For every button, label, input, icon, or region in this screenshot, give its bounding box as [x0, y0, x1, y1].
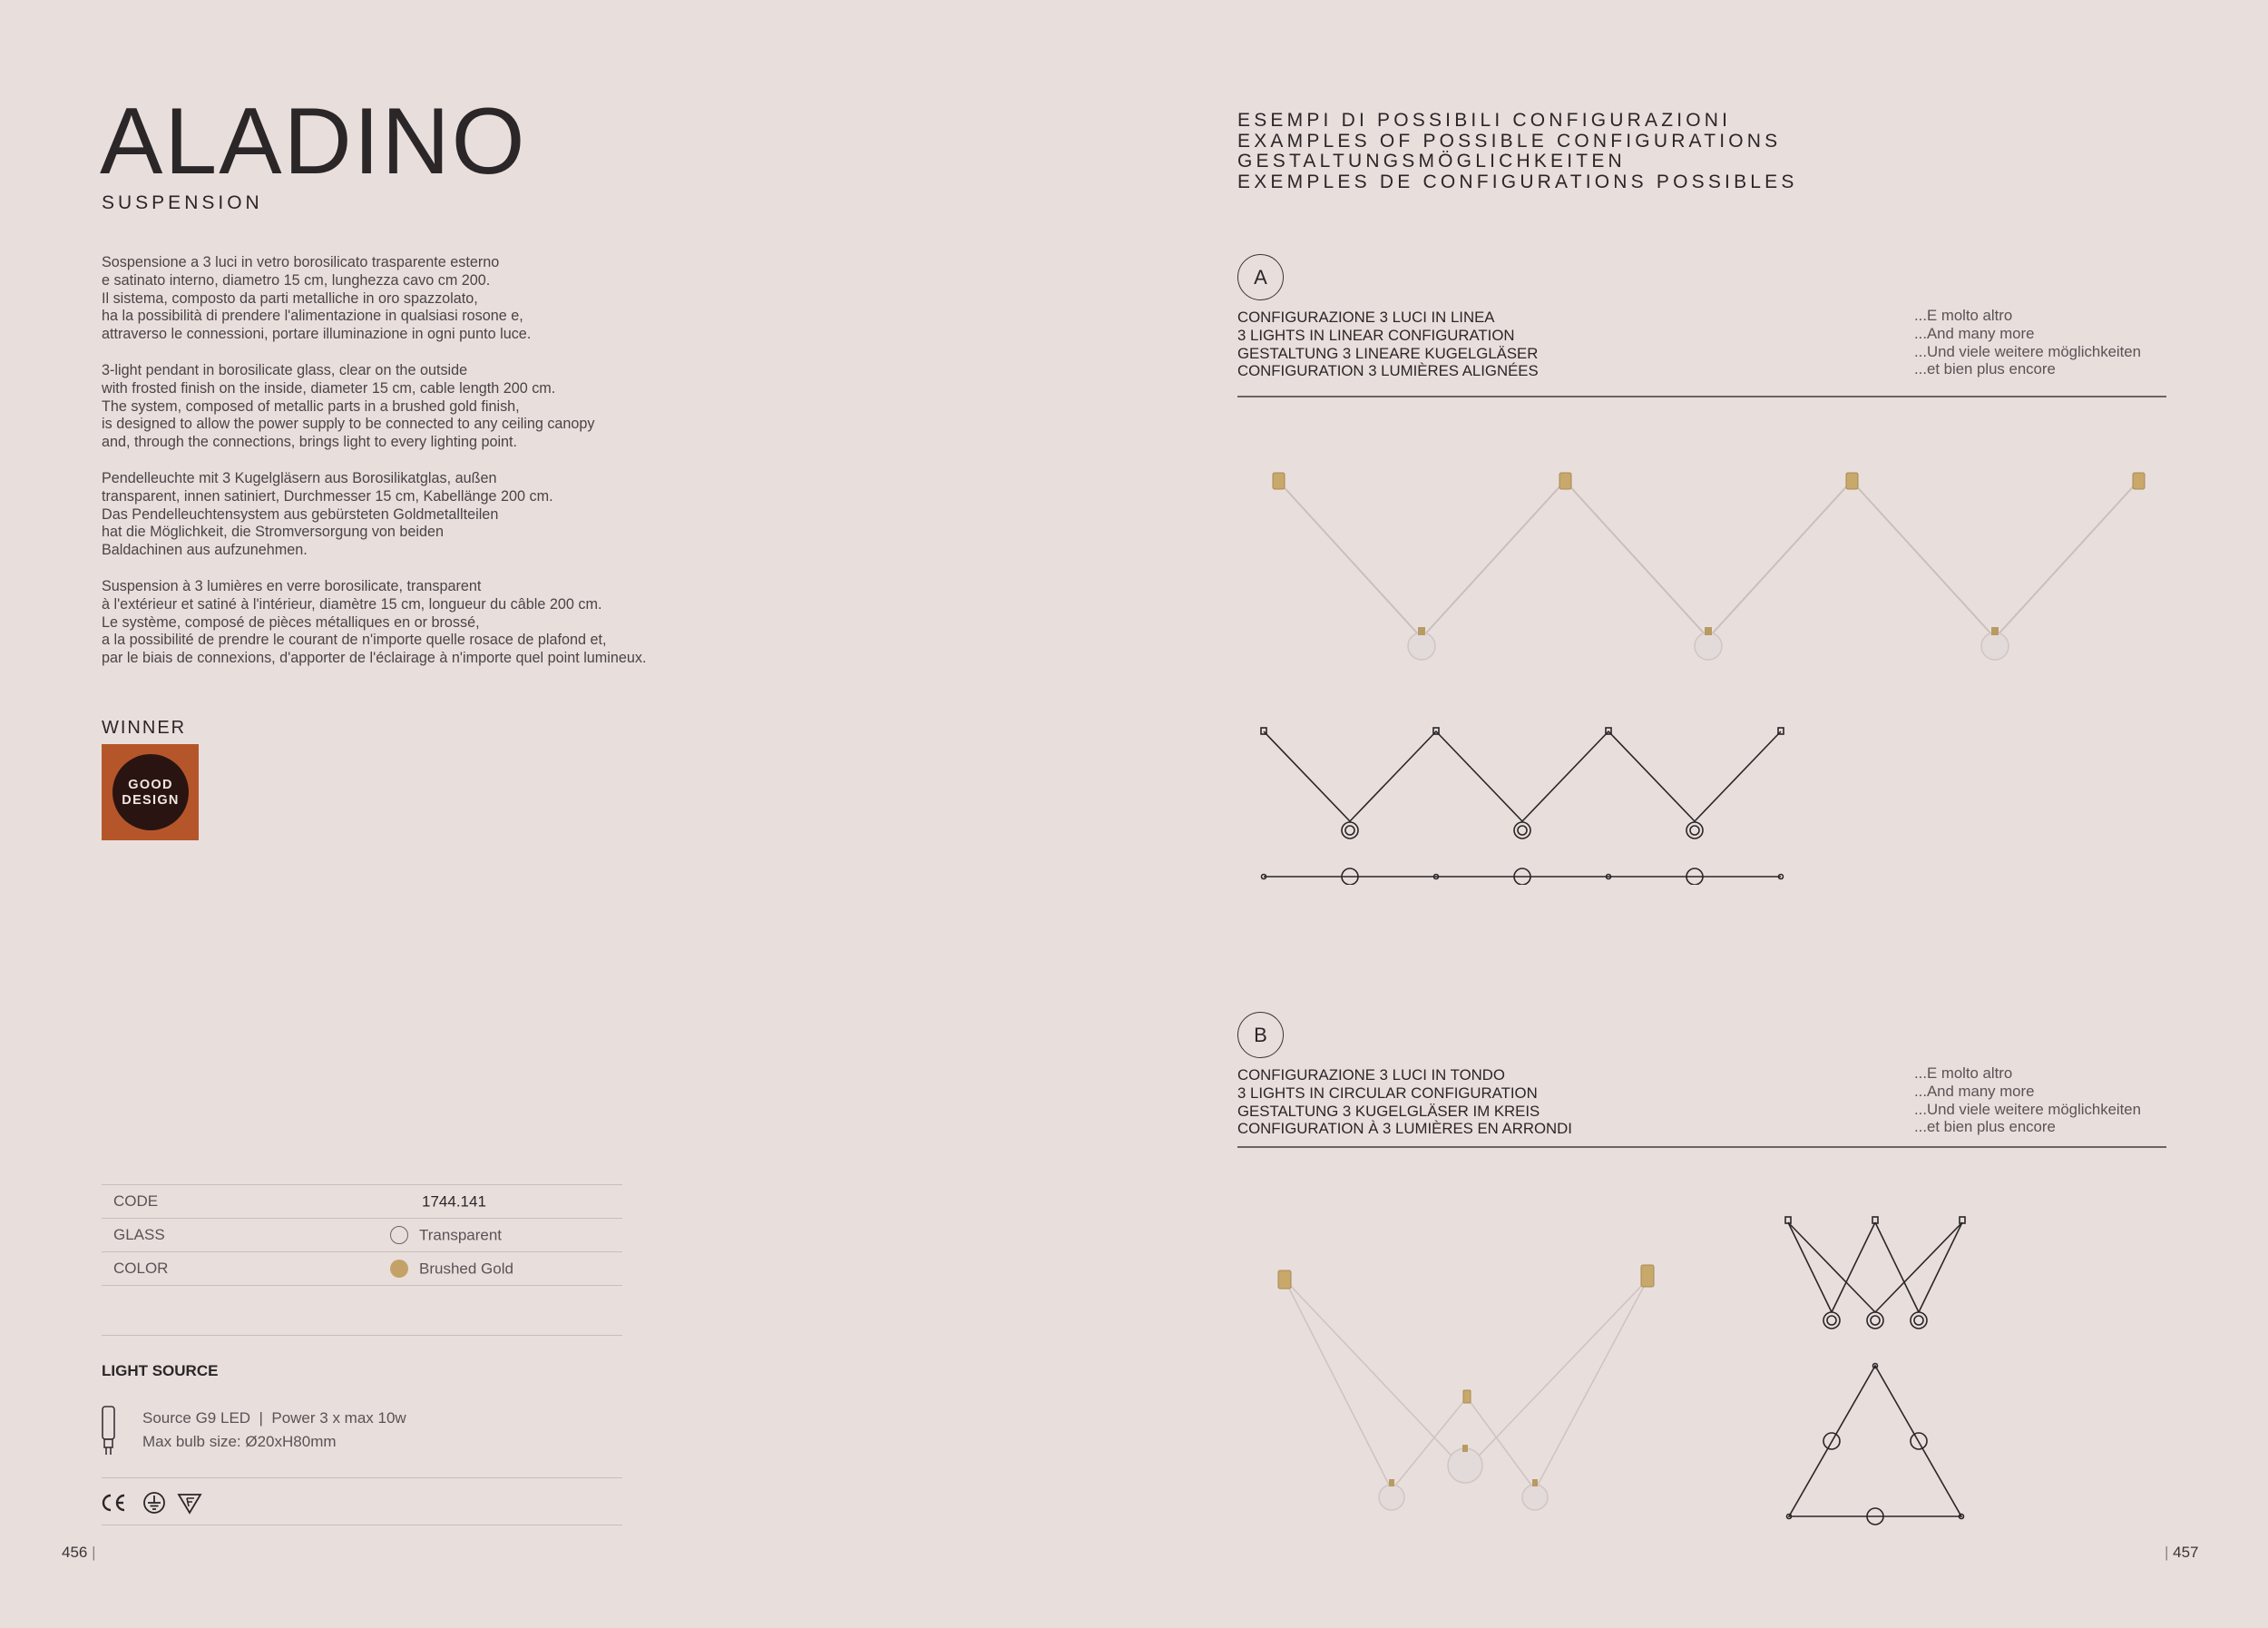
description-french: [102, 578, 791, 668]
light-source-title: LIGHT SOURCE: [102, 1362, 219, 1379]
certification-icons: [100, 1489, 209, 1516]
description-line: a la possibilité de prendre le courant de n'importe quelle rosace de plafond et,: [102, 632, 607, 649]
more-line: ...et bien plus encore: [1914, 360, 2056, 378]
description-line: 3-light pendant in borosilicate glass, clear on the outside: [102, 361, 468, 378]
light-source-line1: Source G9 LED | Power 3 x max 10w: [142, 1409, 406, 1427]
spec-glass-value: [419, 1219, 622, 1252]
circular-configuration-photo: [1252, 1252, 1669, 1525]
description-line: The system, composed of metallic parts in a brushed gold finish,: [102, 397, 520, 415]
heading-line: EXEMPLES DE CONFIGURATIONS POSSIBLES: [1237, 171, 1798, 192]
spec-row-glass: [102, 1219, 622, 1252]
divider: [102, 1477, 622, 1478]
description-line: Pendelleuchte mit 3 Kugelgläsern aus Borosilikatglas, außen: [102, 469, 497, 486]
description-line: Il sistema, composto da parti metalliche in oro spazzolato,: [102, 289, 478, 307]
glass-globes: [1408, 633, 2009, 660]
description-line: Suspension à 3 lumières en verre borosilicate, transparent: [102, 577, 482, 594]
heading-line: ESEMPI DI POSSIBILI CONFIGURAZIONI: [1237, 110, 1732, 131]
spec-glass-label: GLASS: [102, 1219, 422, 1252]
award-disc: [112, 754, 189, 830]
more-line: ...E molto altro: [1914, 1064, 2013, 1082]
divider: [102, 1335, 622, 1336]
more-line: ...Und viele weitere möglichkeiten: [1914, 1100, 2141, 1118]
award-label: WINNER: [102, 718, 187, 738]
description-line: with frosted finish on the inside, diameter 15 cm, cable length 200 cm.: [102, 379, 556, 397]
product-description: [102, 254, 791, 686]
spec-row-color: [102, 1252, 622, 1286]
circular-configuration-diagram: [1778, 1211, 1978, 1529]
description-line: e satinato interno, diametro 15 cm, lunghezza cavo cm 200.: [102, 271, 491, 289]
heading-line: EXAMPLES OF POSSIBLE CONFIGURATIONS: [1237, 130, 1782, 152]
config-line: 3 LIGHTS IN CIRCULAR CONFIGURATION: [1237, 1084, 1538, 1102]
page-number-right: | 457: [2165, 1544, 2199, 1561]
ground-symbol-icon: [144, 1493, 164, 1513]
section-b-rule: [1237, 1146, 2166, 1148]
color-value: Brushed Gold: [419, 1260, 513, 1278]
section-b-title: [1237, 1066, 1572, 1138]
linear-configuration-diagram: [1252, 721, 1796, 885]
linear-configuration-photo: [1252, 454, 2150, 681]
config-line: GESTALTUNG 3 KUGELGLÄSER IM KREIS: [1237, 1102, 1540, 1120]
description-german: [102, 470, 791, 560]
ceiling-canopies: [1273, 473, 2145, 489]
heading-line: GESTALTUNGSMÖGLICHKEITEN: [1237, 151, 1626, 172]
config-line: CONFIGURAZIONE 3 LUCI IN LINEA: [1237, 309, 1495, 326]
product-type: SUSPENSION: [102, 192, 263, 213]
spec-table: [102, 1184, 622, 1286]
config-line: CONFIGURATION À 3 LUMIÈRES EN ARRONDI: [1237, 1120, 1572, 1138]
product-title: ALADINO: [100, 89, 527, 194]
glass-value: Transparent: [419, 1226, 503, 1244]
award-text-line1: GOOD: [128, 778, 173, 792]
section-a-more: [1914, 307, 2141, 378]
section-b-more: [1914, 1064, 2141, 1136]
ce-mark-icon: [103, 1496, 124, 1510]
description-line: Le système, composé de pièces métalliques en or brossé,: [102, 613, 480, 631]
spec-row-code: [102, 1185, 622, 1219]
description-line: ha la possibilità di prendere l'alimentazione in qualsiasi rosone e,: [102, 308, 523, 325]
description-line: transparent, innen satiniert, Durchmesser 15 cm, Kabellänge 200 cm.: [102, 487, 553, 505]
g9-bulb-icon: [100, 1406, 118, 1456]
page-number: 456: [62, 1544, 88, 1561]
section-a-title: [1237, 309, 1539, 380]
description-italian: [102, 254, 791, 344]
description-line: par le biais de connexions, d'apporter de l'éclairage à n'importe quel point lumineux.: [102, 650, 647, 667]
f-mark-icon: [179, 1495, 200, 1513]
more-line: ...And many more: [1914, 324, 2035, 342]
config-line: 3 LIGHTS IN LINEAR CONFIGURATION: [1237, 326, 1515, 344]
description-line: Sospensione a 3 luci in vetro borosilicato trasparente esterno: [102, 254, 500, 270]
spec-color-label: COLOR: [102, 1252, 422, 1286]
spec-color-value: [419, 1252, 622, 1286]
configurations-heading: [1237, 111, 1798, 192]
description-line: Das Pendelleuchtensystem aus gebürsteten Goldmetallteilen: [102, 505, 499, 523]
section-b-badge: B: [1237, 1012, 1284, 1058]
page-number-left: 456 |: [62, 1544, 96, 1561]
config-line: GESTALTUNG 3 LINEARE KUGELGLÄSER: [1237, 344, 1539, 362]
config-line: CONFIGURATION 3 LUMIÈRES ALIGNÉES: [1237, 362, 1539, 380]
description-line: attraverso le connessioni, portare illuminazione in ogni punto luce.: [102, 326, 532, 343]
more-line: ...et bien plus encore: [1914, 1118, 2056, 1136]
page-number: 457: [2173, 1544, 2199, 1561]
description-line: and, through the connections, brings light to every lighting point.: [102, 434, 518, 451]
light-source-details: [142, 1407, 406, 1454]
spec-code-label: CODE: [102, 1185, 422, 1219]
section-a-badge: A: [1237, 254, 1284, 300]
description-english: [102, 362, 791, 452]
description-line: hat die Möglichkeit, die Stromversorgung von beiden: [102, 524, 445, 541]
code-value: 1744.141: [422, 1192, 486, 1211]
description-line: Baldachinen aus aufzunehmen.: [102, 542, 308, 559]
spec-code-value: [422, 1185, 622, 1219]
config-line: CONFIGURAZIONE 3 LUCI IN TONDO: [1237, 1066, 1505, 1084]
more-line: ...Und viele weitere möglichkeiten: [1914, 342, 2141, 360]
more-line: ...And many more: [1914, 1082, 2035, 1100]
section-a-rule: [1237, 396, 2166, 397]
description-line: à l'extérieur et satiné à l'intérieur, diamètre 15 cm, longueur du câble 200 cm.: [102, 595, 602, 613]
more-line: ...E molto altro: [1914, 307, 2013, 324]
description-line: is designed to allow the power supply to be connected to any ceiling canopy: [102, 416, 595, 433]
light-source-line2: Max bulb size: Ø20xH80mm: [142, 1433, 337, 1450]
good-design-award-logo: [102, 744, 199, 840]
award-text-line2: DESIGN: [122, 793, 180, 808]
